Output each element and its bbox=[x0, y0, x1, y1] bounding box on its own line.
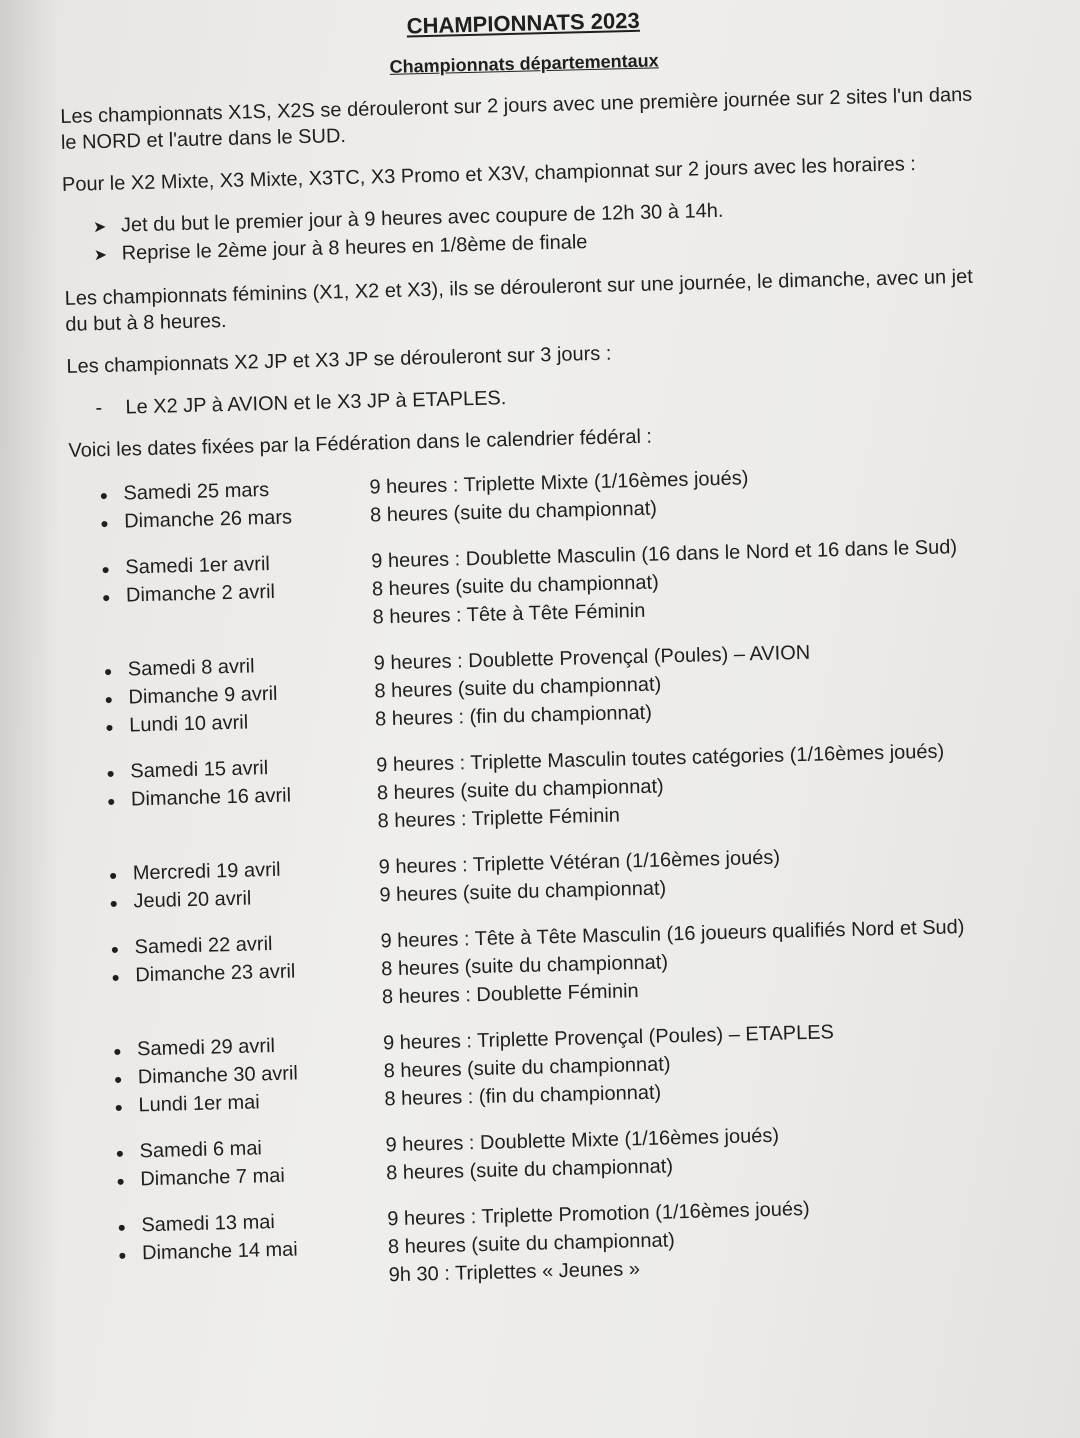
bullet-icon: ● bbox=[115, 1144, 125, 1161]
bullet-icon: ● bbox=[105, 718, 114, 736]
schedule-event: 9 heures : Tête à Tête Masculin (16 joueurs qualifiés Nord et Sud) bbox=[380, 916, 965, 953]
schedule-block bbox=[76, 737, 1008, 844]
schedule-event: 8 heures : (fin du championnat) bbox=[374, 701, 653, 731]
schedule-events bbox=[380, 913, 1012, 1012]
schedule-day bbox=[114, 1086, 385, 1121]
schedule-day-text: Lundi 1er mai bbox=[138, 1091, 260, 1117]
arrow-list bbox=[93, 191, 994, 269]
schedule-event: 9 heures : Doublette Provençal (Poules) – AVION bbox=[373, 641, 811, 675]
schedule-block bbox=[80, 913, 1012, 1020]
bullet-icon: ● bbox=[104, 690, 114, 708]
schedule-event: 8 heures (suite du championnat) bbox=[387, 1229, 676, 1259]
schedule-day bbox=[100, 503, 371, 538]
schedule-day-text: Dimanche 16 avril bbox=[130, 784, 292, 811]
bullet-icon: ● bbox=[103, 662, 113, 680]
schedule-events bbox=[369, 459, 1000, 530]
document-title: CHAMPIONNATS 2023 bbox=[406, 7, 640, 39]
schedule-day bbox=[107, 780, 378, 815]
bullet-icon: ● bbox=[106, 764, 116, 782]
schedule-day-text: Jeudi 20 avril bbox=[133, 887, 252, 913]
paragraph-intro-1: Les championnats X1S, X2S se dérouleront sur 2 jours avec une première journée sur 2 sites l'un dans le NORD et l'autre dans le SUD. bbox=[60, 83, 973, 154]
bullet-icon: ● bbox=[108, 866, 118, 884]
dash-bullet-icon: - bbox=[95, 397, 103, 420]
schedule-day-text: Samedi 25 mars bbox=[123, 478, 270, 505]
schedule-day-text: Samedi 13 mai bbox=[141, 1211, 276, 1237]
schedule-events bbox=[371, 533, 1003, 632]
schedule-block bbox=[83, 1015, 1015, 1122]
schedule-days bbox=[80, 928, 382, 1019]
document-body bbox=[58, 0, 1019, 1298]
schedule-block bbox=[71, 533, 1003, 640]
schedule-event: 9 heures : Doublette Masculin (16 dans le Nord et 16 dans le Sud) bbox=[371, 536, 958, 573]
dash-item-text: Le X2 JP à AVION et le X3 JP à ETAPLES. bbox=[125, 387, 507, 419]
schedule-event: 8 heures : Doublette Féminin bbox=[381, 980, 639, 1009]
bullet-icon: ● bbox=[113, 1070, 123, 1087]
schedule-day-text: Samedi 22 avril bbox=[134, 933, 273, 959]
schedule-event: 8 heures (suite du championnat) bbox=[385, 1155, 674, 1185]
schedule-block bbox=[74, 635, 1006, 742]
schedule-event: 8 heures (suite du championnat) bbox=[380, 951, 669, 981]
paragraph-intro-3: Les championnats féminins (X1, X2 et X3), ils se dérouleront sur une journée, le dimanche, avec un jet du but à 8 heures. bbox=[64, 265, 974, 336]
bullet-icon: ● bbox=[117, 1246, 127, 1263]
schedule-days bbox=[76, 752, 378, 843]
paragraph-intro-4: Les championnats X2 JP et X3 JP se dérouleront sur 3 jours : bbox=[66, 342, 612, 378]
schedule-days bbox=[79, 854, 380, 917]
schedule-event: 9 heures : Triplette Provençal (Poules) – ETAPLES bbox=[382, 1021, 835, 1055]
arrow-bullet-icon: ➤ bbox=[93, 246, 108, 265]
schedule-event: 9 heures : Triplette Masculin toutes catégories (1/16èmes joués) bbox=[375, 740, 945, 777]
schedule-event: 8 heures (suite du championnat) bbox=[371, 571, 659, 601]
schedule-event: 8 heures (suite du championnat) bbox=[376, 775, 664, 805]
bullet-icon: ● bbox=[117, 1218, 127, 1235]
schedule-day bbox=[102, 577, 373, 612]
bullet-icon: ● bbox=[101, 588, 111, 606]
schedule-day-text: Dimanche 2 avril bbox=[125, 580, 276, 607]
schedule-day bbox=[105, 706, 376, 741]
schedule-day-text: Dimanche 9 avril bbox=[128, 682, 278, 709]
schedule-event: 9h 30 : Triplettes « Jeunes » bbox=[388, 1258, 641, 1287]
schedule-day-text: Dimanche 26 mars bbox=[123, 506, 293, 533]
schedule-events bbox=[383, 1015, 1015, 1114]
schedule-events bbox=[385, 1117, 1016, 1188]
schedule-days bbox=[85, 1132, 386, 1195]
schedule-day bbox=[116, 1160, 387, 1195]
schedule-day-text: Mercredi 19 avril bbox=[132, 858, 281, 885]
bullet-icon: ● bbox=[109, 894, 119, 912]
schedule-event: 9 heures : Triplette Vétéran (1/16èmes joués) bbox=[378, 846, 781, 879]
schedule-events bbox=[387, 1191, 1019, 1290]
arrow-item-text: Reprise le 2ème jour à 8 heures en 1/8ème de finale bbox=[121, 231, 588, 265]
schedule-days bbox=[69, 475, 370, 538]
schedule-events bbox=[378, 839, 1009, 910]
schedule-block bbox=[87, 1191, 1019, 1298]
schedule-event: 9 heures : Doublette Mixte (1/16èmes joués) bbox=[385, 1124, 780, 1157]
schedule-days bbox=[74, 650, 376, 741]
dash-list-item bbox=[95, 373, 997, 421]
schedule-day-text: Samedi 1er avril bbox=[125, 552, 271, 579]
schedule-event: 9 heures (suite du championnat) bbox=[379, 877, 667, 907]
schedule-events bbox=[376, 737, 1008, 836]
schedule-event: 8 heures : Tête à Tête Féminin bbox=[372, 599, 646, 629]
bullet-icon: ● bbox=[110, 940, 120, 957]
bullet-icon: ● bbox=[116, 1172, 125, 1189]
document-subtitle: Championnats départementaux bbox=[389, 50, 659, 77]
schedule-day-text: Samedi 8 avril bbox=[127, 655, 255, 681]
paragraph-intro-2: Pour le X2 Mixte, X3 Mixte, X3TC, X3 Promo et X3V, championnat sur 2 jours avec les horaires : bbox=[61, 153, 917, 196]
schedule-day-text: Dimanche 14 mai bbox=[141, 1238, 298, 1265]
schedule-block bbox=[85, 1117, 1016, 1196]
schedule-day-text: Dimanche 23 avril bbox=[135, 960, 296, 987]
schedule-day bbox=[109, 882, 380, 917]
schedule-days bbox=[71, 549, 373, 640]
schedule-day-text: Dimanche 7 mai bbox=[140, 1164, 286, 1191]
schedule-event: 9 heures : Triplette Promotion (1/16èmes joués) bbox=[387, 1197, 810, 1231]
bullet-icon: ● bbox=[111, 968, 121, 985]
schedule-day bbox=[118, 1234, 389, 1269]
schedule-block bbox=[69, 459, 1000, 538]
page-shadow bbox=[0, 0, 60, 1438]
schedule-days bbox=[87, 1206, 389, 1297]
schedule-day-text: Lundi 10 avril bbox=[128, 711, 249, 737]
schedule-day-text: Samedi 6 mai bbox=[139, 1137, 263, 1163]
bullet-icon: ● bbox=[112, 1042, 122, 1059]
schedule-day-text: Samedi 29 avril bbox=[136, 1035, 276, 1061]
schedule-event: 8 heures : Triplette Féminin bbox=[377, 804, 621, 833]
arrow-item-text: Jet du but le premier jour à 9 heures avec coupure de 12h 30 à 14h. bbox=[120, 199, 724, 237]
schedule-event: 8 heures (suite du championnat) bbox=[369, 497, 658, 527]
bullet-icon: ● bbox=[100, 514, 109, 532]
bullet-icon: ● bbox=[101, 560, 111, 578]
schedule-day-text: Samedi 15 avril bbox=[130, 757, 269, 783]
schedule-day-text: Dimanche 30 avril bbox=[137, 1062, 299, 1089]
arrow-bullet-icon: ➤ bbox=[92, 218, 107, 237]
schedule-days bbox=[83, 1030, 385, 1121]
bullet-icon: ● bbox=[99, 486, 109, 504]
schedule-day bbox=[111, 956, 382, 991]
paragraph-intro-5: Voici les dates fixées par la Fédération dans le calendrier fédéral : bbox=[68, 425, 653, 462]
schedule-event: 9 heures : Triplette Mixte (1/16èmes joués) bbox=[369, 467, 749, 499]
schedule-event: 8 heures (suite du championnat) bbox=[383, 1053, 671, 1083]
bullet-icon: ● bbox=[114, 1098, 124, 1115]
schedule-event: 8 heures (suite du championnat) bbox=[374, 673, 662, 703]
schedule-block bbox=[79, 839, 1010, 918]
schedule-events bbox=[373, 635, 1005, 734]
bullet-icon: ● bbox=[106, 792, 116, 810]
schedule-event: 8 heures : (fin du championnat) bbox=[384, 1081, 662, 1111]
schedule-list bbox=[69, 459, 1019, 1297]
